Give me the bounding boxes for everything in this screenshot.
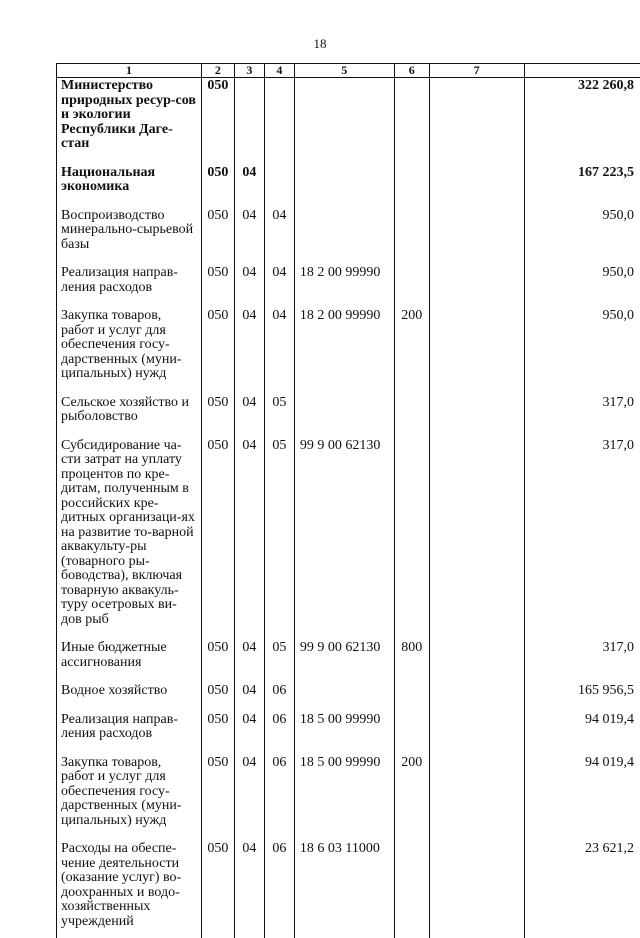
table-row — [57, 78, 640, 161]
chapter-code-cell: 050 — [201, 261, 234, 304]
amount-cell: 165 956,5 — [524, 679, 640, 708]
subsection-code-cell: 04 — [264, 204, 294, 262]
table-row — [57, 751, 640, 838]
target-article-cell: 18 5 00 99990 — [294, 751, 394, 838]
chapter-code-cell: 050 — [201, 304, 234, 391]
table-row — [57, 391, 640, 434]
section-code-cell: 04 — [234, 161, 264, 204]
target-article-cell — [294, 204, 394, 262]
chapter-code-cell: 050 — [201, 434, 234, 637]
chapter-code-cell: 050 — [201, 708, 234, 751]
column-7-cell — [429, 751, 524, 838]
expense-type-cell — [394, 161, 429, 204]
section-code-cell: 04 — [234, 708, 264, 751]
amount-cell: 950,0 — [524, 304, 640, 391]
chapter-code-cell: 050 — [201, 204, 234, 262]
column-header: 6 — [394, 64, 429, 78]
row-name-cell: Закупка товаров, работ и услуг для обеспечения госу-дарственных (муни-ципальных) нужд — [57, 304, 202, 391]
column-7-cell — [429, 261, 524, 304]
column-7-cell — [429, 679, 524, 708]
table-row — [57, 434, 640, 637]
expense-type-cell — [394, 204, 429, 262]
table-row — [57, 837, 640, 938]
column-7-cell — [429, 708, 524, 751]
target-article-cell: 18 2 00 99990 — [294, 261, 394, 304]
target-article-cell: 18 6 03 11000 — [294, 837, 394, 938]
column-header — [524, 64, 640, 78]
row-name-cell: Иные бюджетные ассигнования — [57, 636, 202, 679]
target-article-cell — [294, 679, 394, 708]
subsection-code-cell: 05 — [264, 434, 294, 637]
section-code-cell: 04 — [234, 636, 264, 679]
chapter-code-cell: 050 — [201, 837, 234, 938]
subsection-code-cell: 06 — [264, 708, 294, 751]
target-article-cell — [294, 391, 394, 434]
expense-type-cell: 800 — [394, 636, 429, 679]
column-header: 7 — [429, 64, 524, 78]
subsection-code-cell: 06 — [264, 751, 294, 838]
chapter-code-cell: 050 — [201, 636, 234, 679]
section-code-cell — [234, 78, 264, 161]
row-name-cell: Закупка товаров, работ и услуг для обеспечения госу-дарственных (муни-ципальных) нужд — [57, 751, 202, 838]
column-7-cell — [429, 161, 524, 204]
section-code-cell: 04 — [234, 751, 264, 838]
column-header: 2 — [201, 64, 234, 78]
budget-table — [56, 63, 640, 938]
target-article-cell — [294, 161, 394, 204]
column-7-cell — [429, 636, 524, 679]
expense-type-cell: 200 — [394, 304, 429, 391]
section-code-cell: 04 — [234, 261, 264, 304]
chapter-code-cell: 050 — [201, 161, 234, 204]
row-name-cell: Водное хозяйство — [57, 679, 202, 708]
table-row — [57, 161, 640, 204]
row-name-cell: Реализация направ-ления расходов — [57, 261, 202, 304]
amount-cell: 23 621,2 — [524, 837, 640, 938]
subsection-code-cell: 04 — [264, 261, 294, 304]
row-name-cell: Расходы на обеспе-чение деятельности (оказание услуг) во-доохранных и водо-хозяйственных учреждений — [57, 837, 202, 938]
column-header: 1 — [57, 64, 202, 78]
row-name-cell: Сельское хозяйство и рыболовство — [57, 391, 202, 434]
subsection-code-cell: 06 — [264, 679, 294, 708]
table-header-row — [57, 64, 640, 78]
row-name-cell: Воспроизводство минерально-сырьевой базы — [57, 204, 202, 262]
target-article-cell: 99 9 00 62130 — [294, 636, 394, 679]
column-7-cell — [429, 434, 524, 637]
expense-type-cell — [394, 679, 429, 708]
chapter-code-cell: 050 — [201, 391, 234, 434]
row-name-cell: Министерство природных ресур-сов и экологии Республики Даге-стан — [57, 78, 202, 161]
expense-type-cell — [394, 261, 429, 304]
subsection-code-cell: 05 — [264, 636, 294, 679]
subsection-code-cell: 04 — [264, 304, 294, 391]
amount-cell: 167 223,5 — [524, 161, 640, 204]
amount-cell: 94 019,4 — [524, 708, 640, 751]
expense-type-cell — [394, 434, 429, 637]
table-row — [57, 708, 640, 751]
table-row — [57, 304, 640, 391]
table-row — [57, 261, 640, 304]
section-code-cell: 04 — [234, 391, 264, 434]
chapter-code-cell: 050 — [201, 679, 234, 708]
amount-cell: 317,0 — [524, 636, 640, 679]
section-code-cell: 04 — [234, 679, 264, 708]
amount-cell: 317,0 — [524, 434, 640, 637]
amount-cell: 950,0 — [524, 204, 640, 262]
table-body — [57, 78, 640, 938]
row-name-cell: Реализация направ-ления расходов — [57, 708, 202, 751]
table-row — [57, 636, 640, 679]
expense-type-cell — [394, 708, 429, 751]
target-article-cell: 18 5 00 99990 — [294, 708, 394, 751]
target-article-cell: 18 2 00 99990 — [294, 304, 394, 391]
page-number: 18 — [0, 36, 640, 52]
expense-type-cell — [394, 837, 429, 938]
expense-type-cell: 200 — [394, 751, 429, 838]
target-article-cell: 99 9 00 62130 — [294, 434, 394, 637]
row-name-cell: Национальная экономика — [57, 161, 202, 204]
column-header: 4 — [264, 64, 294, 78]
column-header: 3 — [234, 64, 264, 78]
expense-type-cell — [394, 78, 429, 161]
amount-cell: 322 260,8 — [524, 78, 640, 161]
subsection-code-cell: 06 — [264, 837, 294, 938]
section-code-cell: 04 — [234, 837, 264, 938]
table-row — [57, 679, 640, 708]
section-code-cell: 04 — [234, 204, 264, 262]
amount-cell: 950,0 — [524, 261, 640, 304]
amount-cell: 94 019,4 — [524, 751, 640, 838]
section-code-cell: 04 — [234, 304, 264, 391]
column-7-cell — [429, 204, 524, 262]
row-name-cell: Субсидирование ча-сти затрат на уплату процентов по кре-дитам, полученным в российских кре-дитных организаци-ях на развитие то-варной аквакульту-ры (товарного ры-боводства), включая товарную аквакуль-туру осетровых ви-дов рыб — [57, 434, 202, 637]
subsection-code-cell: 05 — [264, 391, 294, 434]
section-code-cell: 04 — [234, 434, 264, 637]
column-7-cell — [429, 304, 524, 391]
subsection-code-cell — [264, 161, 294, 204]
column-7-cell — [429, 837, 524, 938]
column-header: 5 — [294, 64, 394, 78]
subsection-code-cell — [264, 78, 294, 161]
table-row — [57, 204, 640, 262]
chapter-code-cell: 050 — [201, 78, 234, 161]
column-7-cell — [429, 391, 524, 434]
chapter-code-cell: 050 — [201, 751, 234, 838]
expense-type-cell — [394, 391, 429, 434]
amount-cell: 317,0 — [524, 391, 640, 434]
target-article-cell — [294, 78, 394, 161]
column-7-cell — [429, 78, 524, 161]
